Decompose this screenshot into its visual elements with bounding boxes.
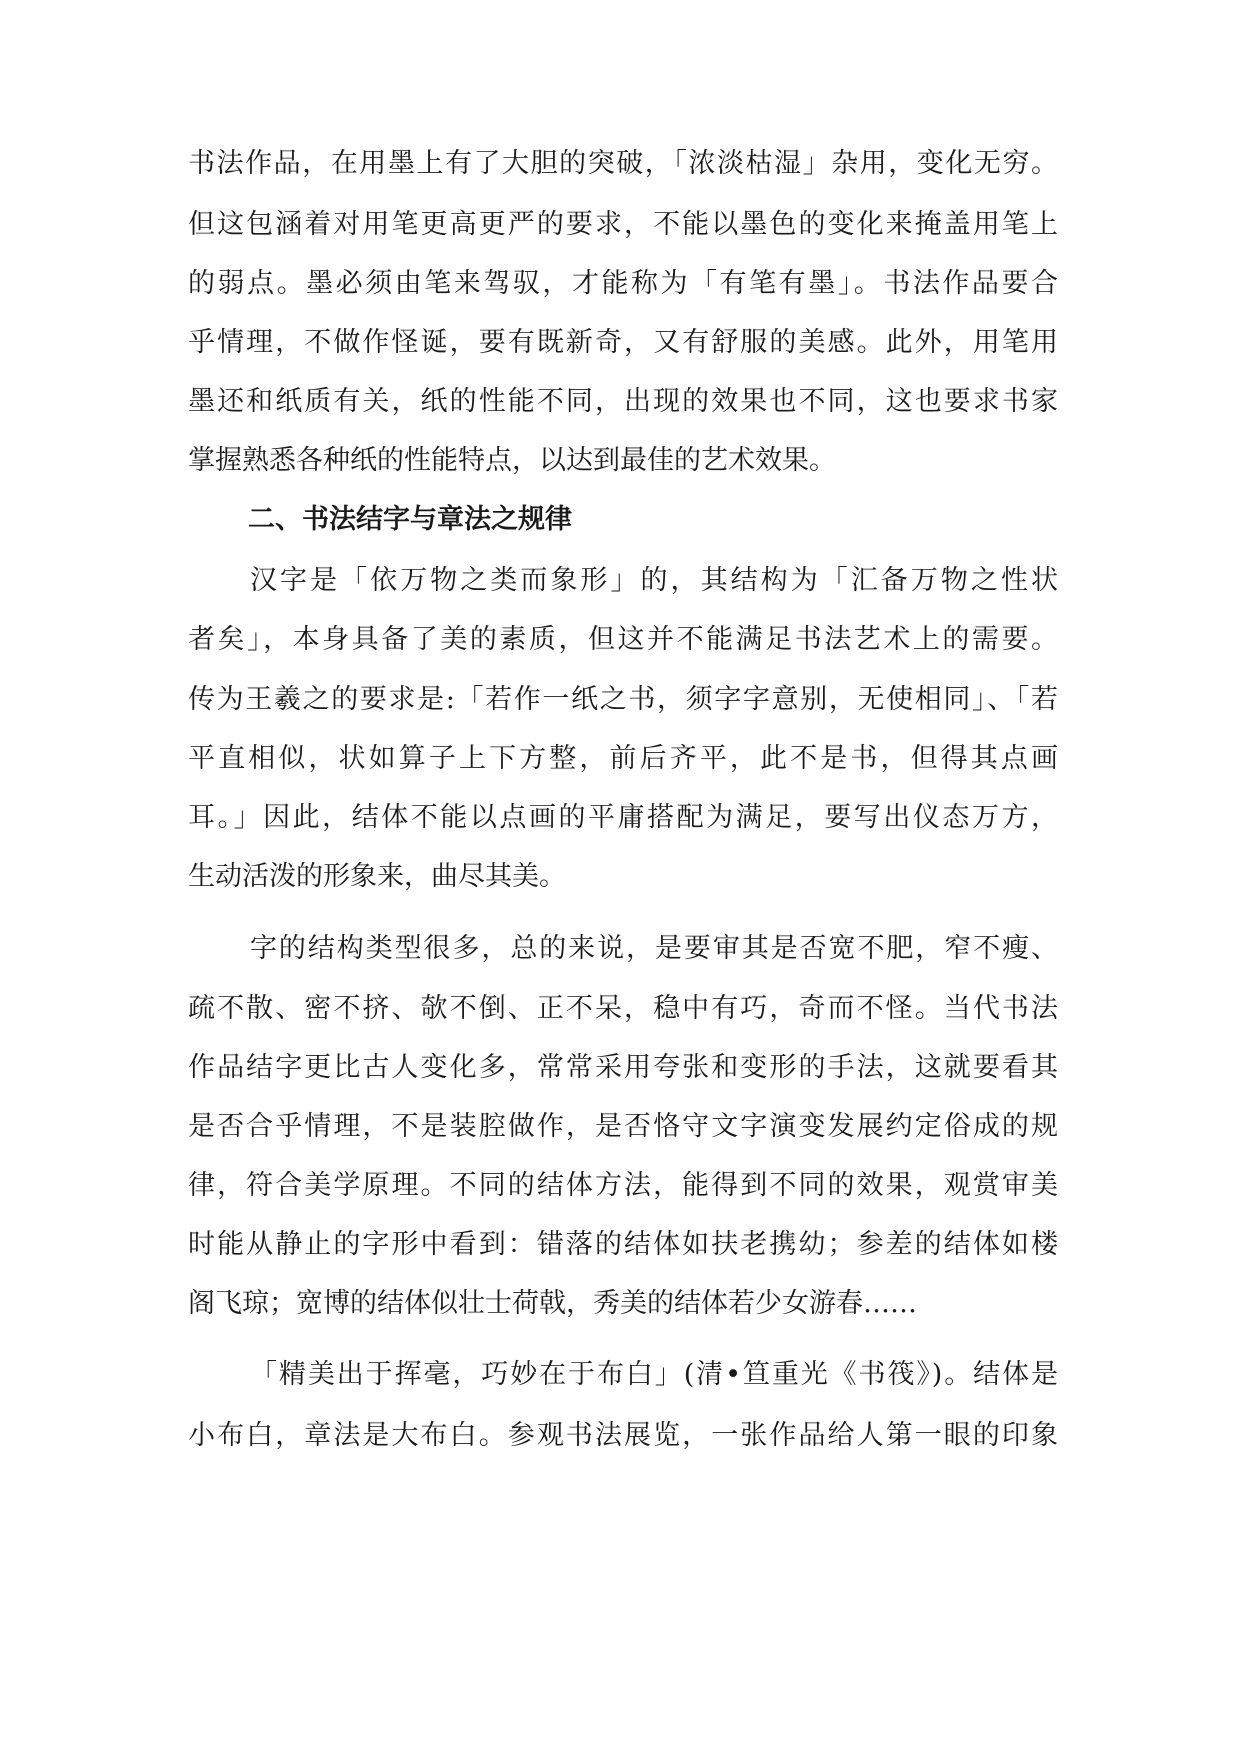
text-line: 字的结构类型很多，总的来说，是要审其是否宽不肥，窄不瘦、 [250,933,1058,964]
text-line: 耳。」因此，结体不能以点画的平庸搭配为满足，要写出仪态万方， [188,802,1058,833]
text-line: 汉字是「依万物之类而象形」的，其结构为「汇备万物之性状 [250,565,1058,596]
text-line: 阁飞琼；宽博的结体似壮士荷戟，秀美的结体若少女游春…… [188,1288,917,1319]
text-line: 「精美出于挥毫，巧妙在于布白」(清•笪重光《书筏》)。结体是 [250,1359,1058,1390]
text-line: 平直相似，状如算子上下方整，前后齐平，此不是书，但得其点画 [188,743,1058,774]
text-line: 疏不散、密不挤、欹不倒、正不呆，稳中有巧，奇而不怪。当代书法 [188,993,1058,1024]
text-line: 掌握熟悉各种纸的性能特点，以达到最佳的艺术效果。 [188,445,836,476]
text-line: 生动活泼的形象来，曲尽其美。 [188,861,566,892]
text-line: 传为王羲之的要求是:「若作一纸之书，须字字意别，无使相同」、「若 [188,684,1058,715]
text-line: 小布白，章法是大布白。参观书法展览，一张作品给人第一眼的印象 [188,1420,1058,1451]
text-line: 律，符合美学原理。不同的结体方法，能得到不同的效果，观赏审美 [188,1170,1058,1201]
text-line: 时能从静止的字形中看到：错落的结体如扶老携幼；参差的结体如楼 [188,1229,1058,1260]
text-line: 墨还和纸质有关，纸的性能不同，出现的效果也不同，这也要求书家 [188,386,1058,417]
section-heading: 二、书法结字与章法之规律 [248,504,572,535]
text-line: 是否合乎情理，不是装腔做作，是否恪守文字演变发展约定俗成的规 [188,1111,1058,1142]
text-line: 的弱点。墨必须由笔来驾驭，才能称为「有笔有墨」。书法作品要合 [188,268,1058,299]
text-line: 作品结字更比古人变化多，常常采用夸张和变形的手法，这就要看其 [188,1052,1058,1083]
text-line: 乎情理，不做作怪诞，要有既新奇，又有舒服的美感。此外，用笔用 [188,327,1058,358]
text-line: 但这包涵着对用笔更高更严的要求，不能以墨色的变化来掩盖用笔上 [188,209,1058,240]
text-line: 书法作品，在用墨上有了大胆的突破，「浓淡枯湿」杂用，变化无穷。 [188,148,1058,179]
text-line: 者矣」，本身具备了美的素质，但这并不能满足书法艺术上的需要。 [188,624,1058,655]
